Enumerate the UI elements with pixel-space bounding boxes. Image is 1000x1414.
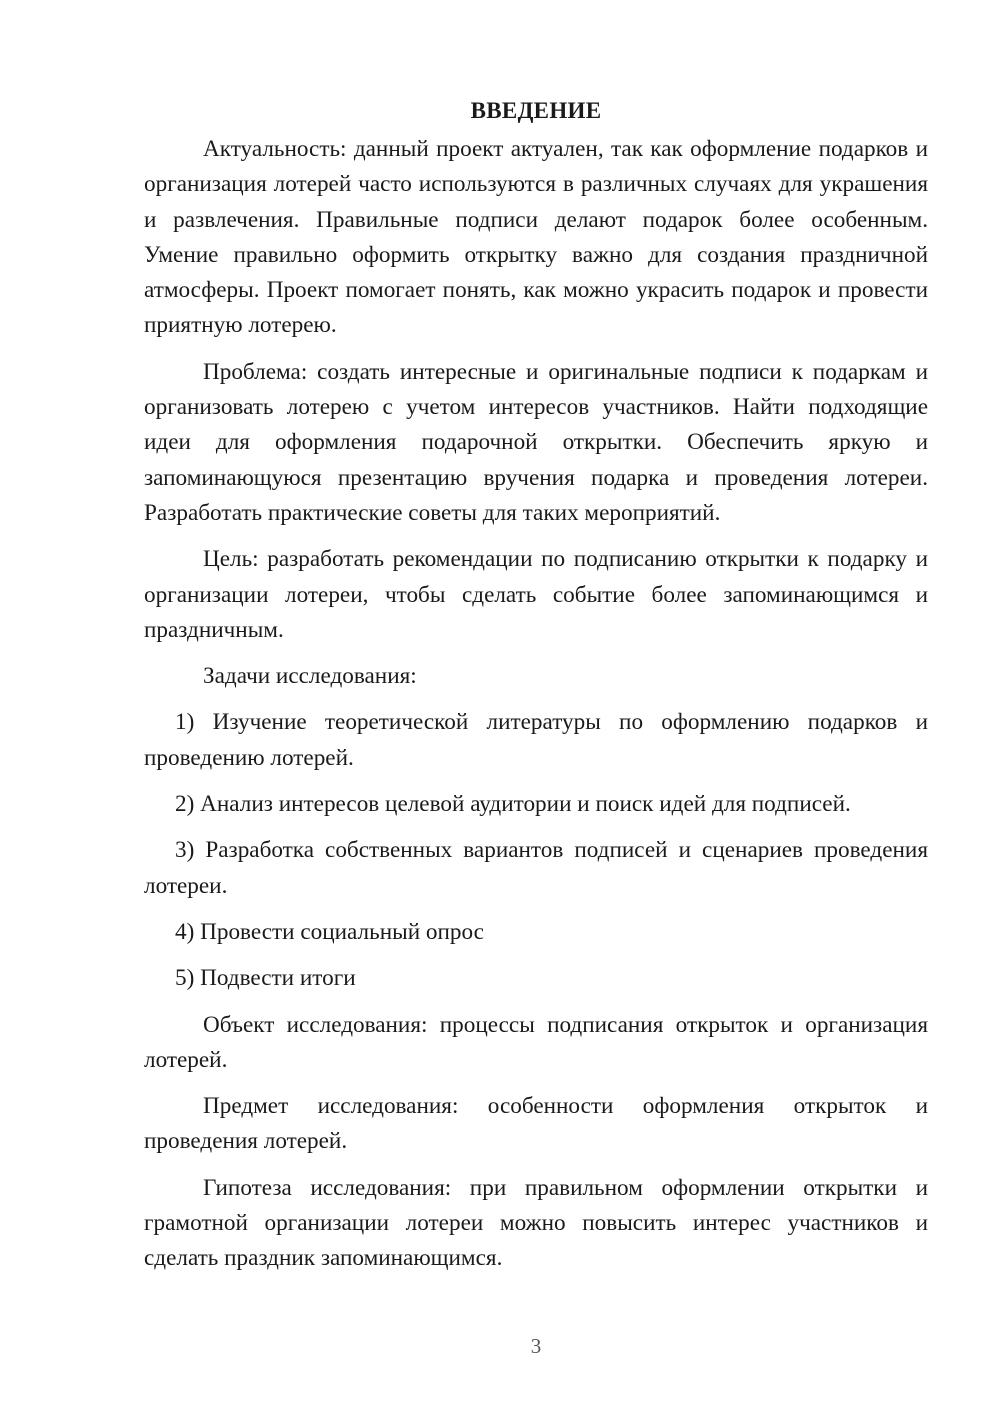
task-item-1: 1) Изучение теоретической литературы по оформлению подарков и проведению лотерей. xyxy=(144,709,928,771)
section-title: ВВЕДЕНИЕ xyxy=(470,98,602,123)
task-list xyxy=(144,705,928,996)
paragraph-subject: Предмет исследования: особенности оформления открыток и проведения лотерей. xyxy=(144,1093,928,1155)
paragraph-object: Объект исследования: процессы подписания открыток и организация лотерей. xyxy=(144,1011,928,1073)
task-item-5: 5) Подвести итоги xyxy=(175,965,356,992)
task-item-2: 2) Анализ интересов целевой аудитории и поиск идей для подписей. xyxy=(175,791,851,818)
paragraph-relevance: Актуальность: данный проект актуален, так как оформление подарков и организация лотерей часто используются в различных случаях для украшения и развлечения. Правильные подписи делают подарок более особенным. Умение правильно оформить открытку важно для создания праздничной атмосферы. Проект помогает понять, как можно украсить подарок и провести приятную лотерею. xyxy=(144,136,928,339)
paragraph-hypothesis: Гипотеза исследования: при правильном оформлении открытки и грамотной организации лотереи можно повысить интерес участников и сделать праздник запоминающимся. xyxy=(144,1174,928,1272)
paragraph-goal: Цель: разработать рекомендации по подписанию открытки к подарку и организации лотереи, чтобы сделать событие более запоминающимся и праздничным. xyxy=(144,546,928,643)
task-item-3: 3) Разработка собственных вариантов подписей и сценариев проведения лотереи. xyxy=(144,837,928,899)
page-number: 3 xyxy=(530,1334,542,1358)
task-item-4: 4) Провести социальный опрос xyxy=(175,918,484,945)
page-content xyxy=(144,96,928,1288)
paragraph-tasks-heading: Задачи исследования: xyxy=(203,663,417,690)
paragraph-problem: Проблема: создать интересные и оригинальные подписи к подаркам и организовать лотерею с учетом интересов участников. Найти подходящие идеи для оформления подарочной открытки. Обеспечить яркую и запоминающуюся презентацию вручения подарка и проведения лотереи. Разработать практические советы для таких мероприятий. xyxy=(144,358,928,526)
